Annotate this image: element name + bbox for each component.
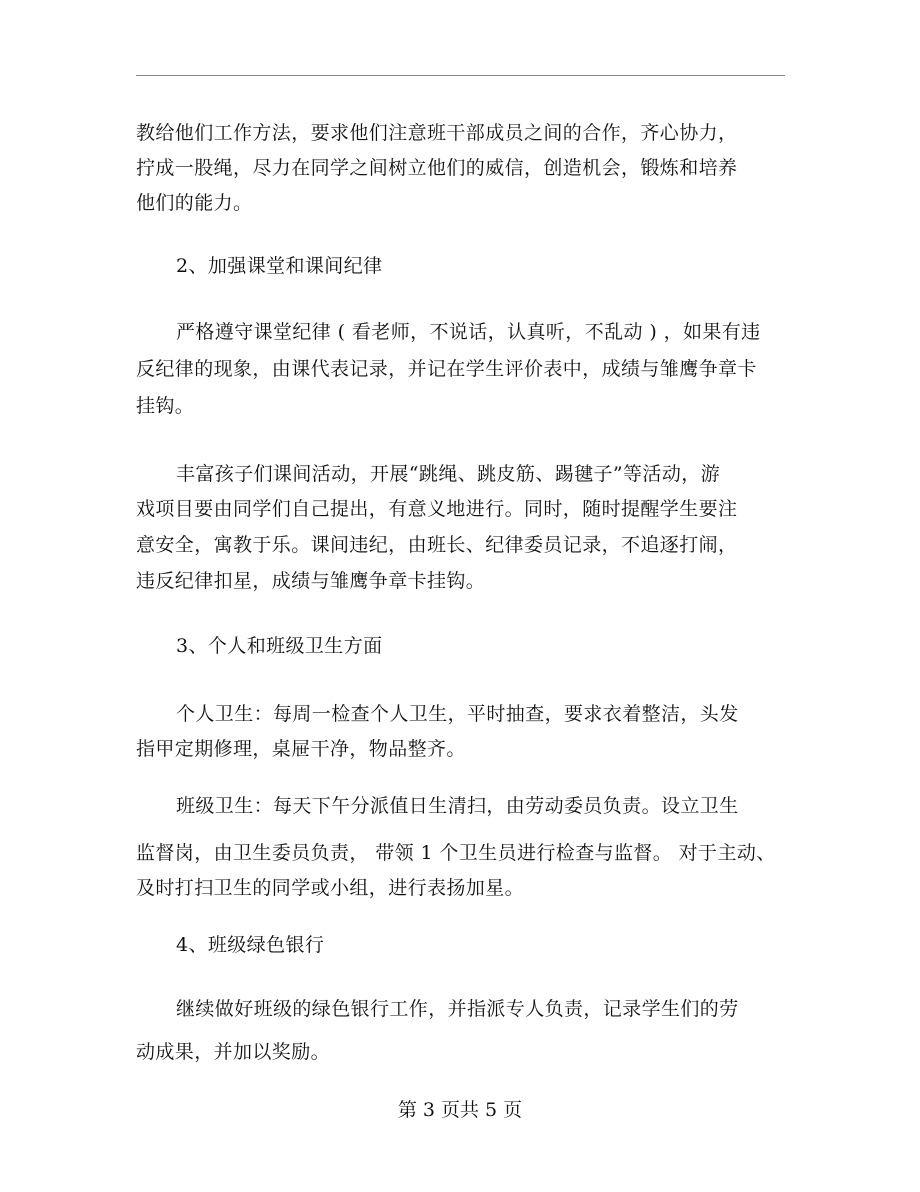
text-line: 监督岗，由卫生委员负责， 带领 1 个卫生员进行检查与监督。 对于主动、 xyxy=(136,842,776,864)
text-line: 班级卫生：每天下午分派值日生清扫，由劳动委员负责。设立卫生 xyxy=(176,795,739,817)
section-heading-2: 2、加强课堂和课间纪律 xyxy=(176,255,383,277)
text-line: 他们的能力。 xyxy=(136,192,253,214)
text-line: 动成果，并加以奖励。 xyxy=(136,1041,331,1063)
text-line: 指甲定期修理，桌屉干净，物品整齐。 xyxy=(136,738,466,760)
text-line: 教给他们工作方法，要求他们注意班干部成员之间的合作，齐心协力， xyxy=(136,122,738,144)
text-line: 戏项目要由同学们自己提出，有意义地进行。同时，随时提醒学生要注 xyxy=(136,498,738,520)
text-line: 严格遵守课堂纪律 ( 看老师，不说话，认真听，不乱动 ) ，如果有违 xyxy=(176,321,761,343)
section-heading-4: 4、班级绿色银行 xyxy=(176,934,325,956)
header-rule xyxy=(136,75,785,76)
text-line: 继续做好班级的绿色银行工作，并指派专人负责，记录学生们的劳 xyxy=(176,998,739,1020)
text-line: 意安全，寓教于乐。课间违纪，由班长、纪律委员记录，不追逐打闹， xyxy=(136,534,738,556)
text-line: 个人卫生：每周一检查个人卫生，平时抽查，要求衣着整洁，头发 xyxy=(176,703,739,725)
page-number: 第 3 页共 5 页 xyxy=(397,1099,523,1121)
text-line: 丰富孩子们课间活动，开展“跳绳、跳皮筋、踢毽子”等活动，游 xyxy=(176,463,721,485)
text-line: 反纪律的现象，由课代表记录，并记在学生评价表中，成绩与雏鹰争章卡 xyxy=(136,358,757,380)
text-line: 及时打扫卫生的同学或小组，进行表扬加星。 xyxy=(136,877,525,899)
text-line: 拧成一股绳，尽力在同学之间树立他们的威信，创造机会，锻炼和培养 xyxy=(136,157,738,179)
text-line: 挂钩。 xyxy=(136,395,195,417)
text-line: 违反纪律扣星，成绩与雏鹰争章卡挂钩。 xyxy=(136,570,486,592)
section-heading-3: 3、个人和班级卫生方面 xyxy=(176,635,383,657)
